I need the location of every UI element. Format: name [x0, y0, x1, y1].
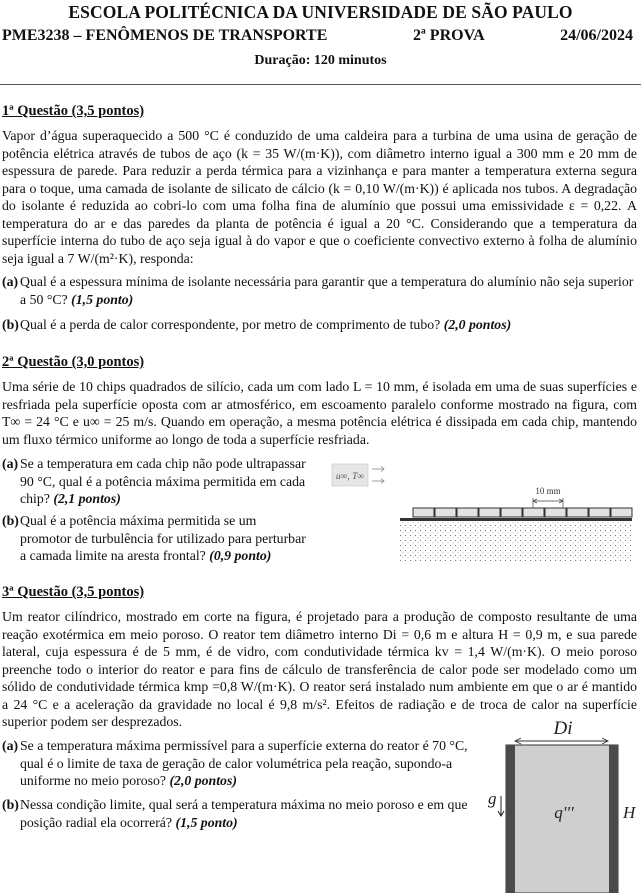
item-label: (a) [2, 456, 19, 471]
item-text: Qual é a espessura mínima de isolante necessária para garantir que a temperatura do alumínio não seja superior a 50 °C? [20, 274, 634, 307]
question-1-text: Vapor d’água superaquecido a 500 °C é conduzido de uma caldeira para a turbina de uma usina de geração de potência elétrica através de tubos de aço (k = 35 W/(m·K)), com diâmetro interno igual a 300 mm e 20 mm de espessura de parede. Para reduzir a perda térmica para a vizinhança e para manter a temperatura externa segura para o toque, uma camada de isolante de silicato de cálcio (k = 0,10 W/(m·K)) é aplicada nos tubos. A degradação do isolante é reduzida ao cobri-lo com uma folha fina de alumínio que possui uma emissividade ε = 0,22. A temperatura do ar e das paredes da planta de potência é igual a 20 °C. Considerando que a temperatura da superfície interna do tubo de aço seja igual à do vapor e que o coeficiente convectivo externo à folha de alumínio seja igual a 7 W/(m²·K), responda: [2, 128, 637, 266]
question-1-title: 1ª Questão (3,5 pontos) [2, 103, 145, 119]
item-text: Se a temperatura em cada chip não pode ultrapassar 90 °C, qual é a potência máxima permitida em cada chip? [20, 456, 306, 506]
dimension-marker [533, 498, 563, 508]
chip-array-figure [324, 454, 636, 566]
chip [457, 508, 478, 517]
reactor-right-wall [609, 745, 618, 893]
reactor-left-wall [506, 745, 515, 893]
question-3a [2, 737, 468, 790]
item-text: Nessa condição limite, qual será a temperatura máxima no meio poroso e em que posição radial ela ocorrerá? [20, 797, 468, 830]
chip [611, 508, 632, 517]
chip [589, 508, 610, 517]
question-3b [2, 796, 468, 831]
item-label: (b) [2, 513, 19, 528]
item-text: Qual é a potência máxima permitida se um promotor de turbulência for utilizado para perturbar a camada limite na aresta frontal? [20, 513, 306, 563]
item-points: (2,0 pontos) [169, 773, 237, 788]
question-3-title: 3ª Questão (3,5 pontos) [2, 584, 145, 600]
reactor-figure [484, 712, 640, 893]
insulation-base [400, 521, 632, 561]
gravity-arrow [498, 796, 504, 816]
question-1b [2, 316, 637, 334]
item-label: (b) [2, 797, 19, 812]
flow-label: u∞, T∞ [335, 472, 365, 482]
item-label: (a) [2, 274, 19, 289]
question-2a [2, 455, 308, 508]
question-2-title: 2ª Questão (3,0 pontos) [2, 354, 145, 370]
chip-row [413, 508, 632, 517]
item-label: (a) [2, 738, 19, 753]
exam-label: 2ª PROVA [413, 27, 485, 44]
question-2-text: Uma série de 10 chips quadrados de silício, cada um com lado L = 10 mm, é isolada em uma de suas superfícies e resfriada pela superfície oposta com ar atmosférico, em escoamento paralelo conforme mostrado na figura, com T∞ = 24 °C e u∞ = 25 m/s. Quando em operação, a mesma potência elétrica é dissipada em cada chip, mantendo um fluxo térmico uniforme ao longo de toda a superfície resfriada. [2, 379, 637, 447]
chip [545, 508, 566, 517]
item-points: (2,1 pontos) [53, 491, 121, 506]
chip [501, 508, 522, 517]
header-divider [0, 84, 641, 85]
height-label: H [623, 803, 636, 822]
item-points: (1,5 ponto) [71, 291, 134, 307]
chip [413, 508, 434, 517]
item-points: (0,9 ponto) [209, 548, 272, 563]
exam-date: 24/06/2024 [560, 27, 633, 44]
item-text: Se a temperatura máxima permissível para a superfície externa do reator é 70 °C, qual é o limite de taxa de geração de calor volumétrica pela reação, supondo-a uniforme no meio poroso? [20, 738, 468, 788]
exam-duration: Duração: 120 minutos [254, 53, 387, 68]
dimension-label: 10 mm [535, 486, 561, 496]
insulation-top-edge [400, 518, 632, 521]
chip [523, 508, 544, 517]
gravity-label: g [488, 789, 497, 808]
item-points: (1,5 ponto) [175, 814, 238, 830]
item-text: Qual é a perda de calor correspondente, por metro de comprimento de tubo? [20, 317, 441, 332]
chip [479, 508, 500, 517]
item-label: (b) [2, 317, 19, 332]
course-title: PME3238 – FENÔMENOS DE TRANSPORTE [2, 27, 328, 44]
diameter-label: Di [553, 718, 573, 739]
heat-generation-label: q''' [554, 803, 574, 822]
question-1a [2, 273, 637, 308]
chip [435, 508, 456, 517]
flow-arrows [372, 467, 384, 484]
item-points: (2,0 pontos) [443, 317, 512, 332]
question-3-text: Um reator cilíndrico, mostrado em corte na figura, é projetado para a produção de composto resultante de uma reação exotérmica em meio poroso. O reator tem diâmetro interno Di = 0,6 m e altura H = 0,9 m, e sua parede lateral, cuja espessura é de 5 mm, é de vidro, com condutividade térmica kv = 1,4 W/(m·K). O meio poroso preenche todo o interior do reator e para fins de cálculo de transferência de calor pode ser modelado como um sólido de condutividade térmica kmp =0,8 W/(m·K). O reator será instalado num ambiente em que o ar é mantido a 24 °C e a aceleração da gravidade no local é 9,8 m/s². Efeitos de radiação e de troca de calor na superfície superior podem ser desprezados. [2, 609, 637, 729]
question-2b [2, 512, 308, 565]
chip [567, 508, 588, 517]
school-name: ESCOLA POLITÉCNICA DA UNIVERSIDADE DE SÃO PAULO [68, 2, 573, 22]
